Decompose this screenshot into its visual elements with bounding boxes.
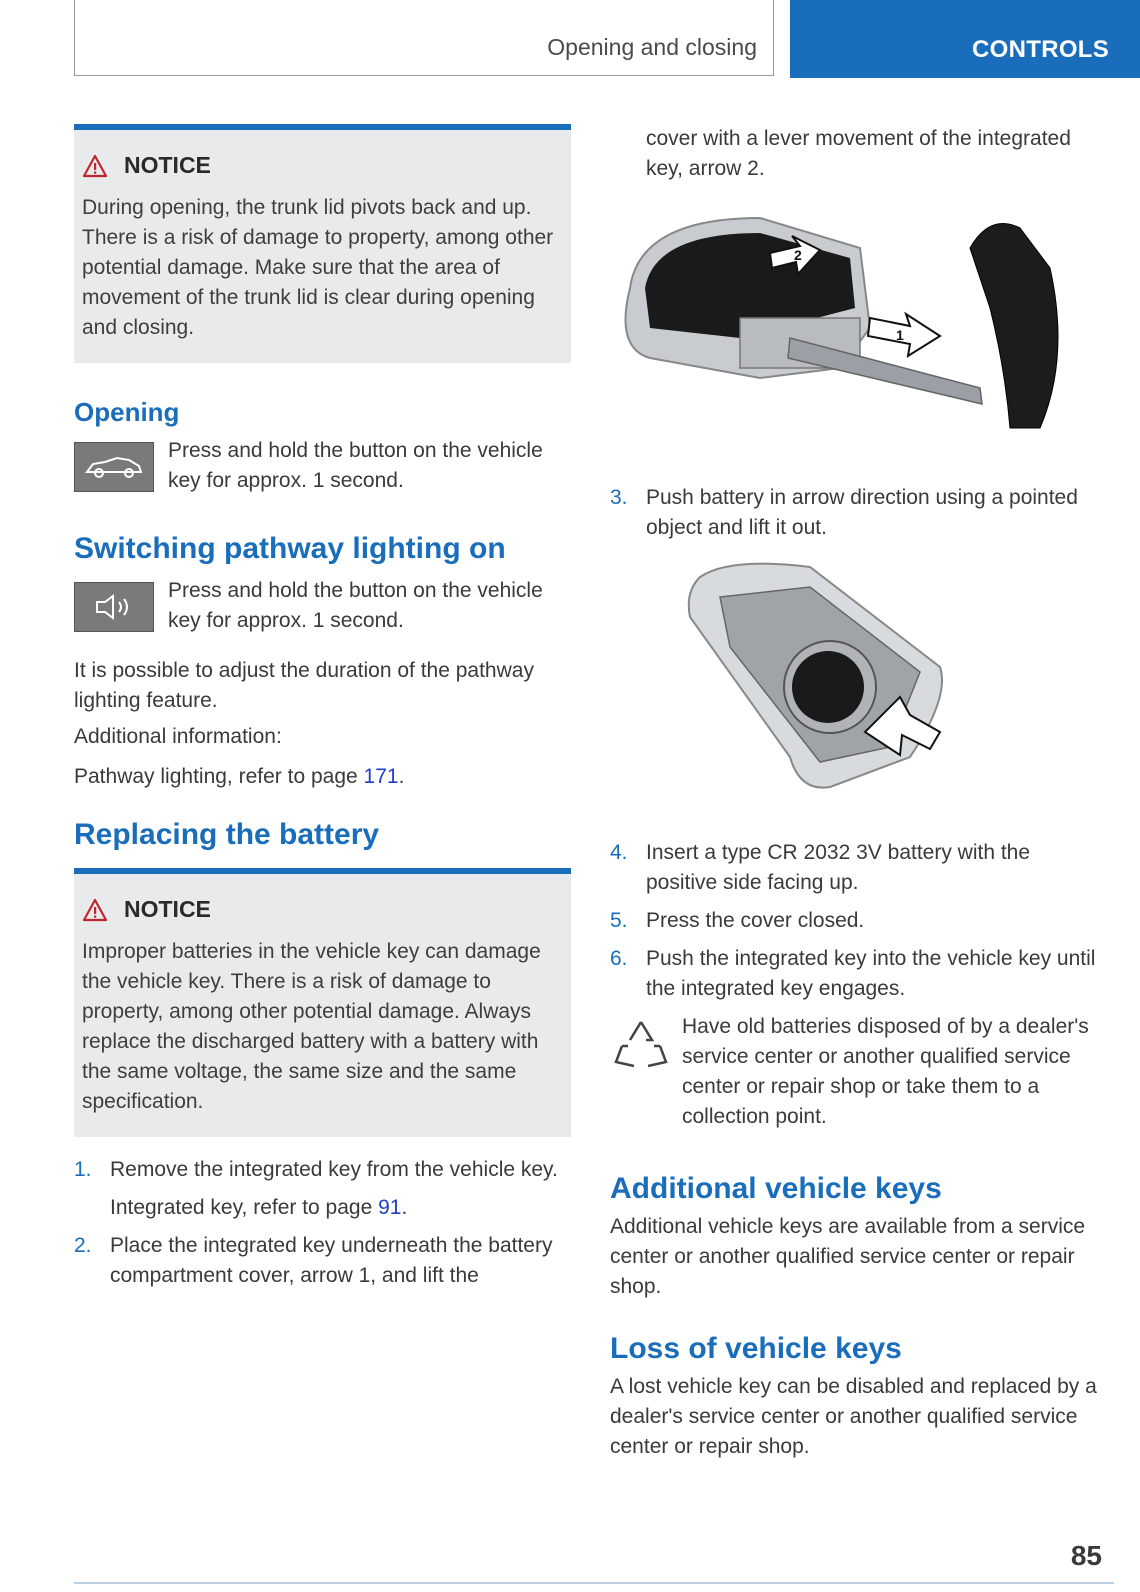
left-column [74,124,571,1299]
header-section-title: Opening and closing [547,34,757,60]
trunk-button-icon [74,442,154,492]
header-chapter-title: CONTROLS [972,36,1110,63]
pathway-additional-label: Additional information: [74,725,282,748]
right-column [610,124,1100,1462]
header-chapter-tab [790,0,1140,78]
step-sub-reference: Integrated key, refer to page 91. [110,1196,408,1219]
opening-instruction [74,436,571,496]
battery-steps-right-a [610,483,1100,543]
heading-pathway-lighting: Switching pathway lighting on [74,532,506,565]
page-link-171[interactable]: 171 [363,765,399,788]
notice-title: NOTICE [82,152,561,179]
heading-additional-keys: Additional vehicle keys [610,1172,942,1205]
loss-of-keys-text: A lost vehicle key can be disabled and replaced by a dealer's service center or another qualified service center or repair shop. [610,1375,1097,1458]
heading-opening: Opening [74,397,180,427]
notice-box-battery [74,868,571,1137]
notice-text: Improper batteries in the vehicle key can damage the vehicle key. There is a risk of damage to property, among other potential damage. Always replace the discharged battery with a battery with the same voltage, the same size and the same specification. [82,940,541,1113]
header-section-box [74,0,774,76]
page-number: 85 [1070,1540,1102,1571]
list-item: 5. Press the cover closed. [610,909,865,932]
opening-text: Press and hold the button on the vehicle key for approx. 1 second. [168,439,543,492]
warning-triangle-icon [82,154,108,178]
list-item: 1. Remove the integrated key from the vehicle key. Integrated key, refer to page 91. [74,1155,571,1223]
heading-replacing-battery: Replacing the battery [74,818,380,851]
pathway-text: Press and hold the button on the vehicle key for approx. 1 second. [168,579,543,632]
warning-triangle-icon [82,898,108,922]
footer-rule [74,1582,1114,1584]
illustration-battery-removal [610,557,1070,807]
recycle-text: Have old batteries disposed of by a dealer's service center or another qualified service center or repair shop or take them to a collection point. [682,1015,1089,1128]
pathway-adjust-text: It is possible to adjust the duration of the pathway lighting feature. [74,659,534,712]
notice-text: During opening, the trunk lid pivots back and up. There is a risk of damage to property, among other potential damage. Make sure that the area of movement of the trunk lid is clear during opening and closing. [82,196,554,339]
list-item: 6. Push the integrated key into the vehicle key until the integrated key engages. [610,947,1096,1000]
recycle-note [610,1012,1100,1132]
list-item: 3. Push battery in arrow direction using a pointed object and lift it out. [610,486,1078,539]
light-button-icon [74,582,154,632]
battery-steps-right-b [610,838,1100,1004]
illustration-key-cover-lever [610,208,1070,458]
arrow-2-label: 2 [794,247,802,263]
battery-steps-left [74,1155,571,1291]
step-2-continuation: cover with a lever movement of the integrated key, arrow 2. [646,127,1071,180]
page-link-91[interactable]: 91 [378,1196,402,1219]
recycle-icon [610,1016,672,1078]
arrow-1-label: 1 [896,327,904,343]
pathway-reference: Pathway lighting, refer to page 171. [74,765,405,788]
notice-box-trunk [74,124,571,363]
list-item: 4. Insert a type CR 2032 3V battery with the positive side facing up. [610,841,1031,894]
list-item: 2. Place the integrated key underneath the battery compartment cover, arrow 1, and lift the [74,1234,553,1287]
heading-loss-of-keys: Loss of vehicle keys [610,1332,902,1365]
additional-keys-text: Additional vehicle keys are available from a service center or another qualified service center or repair shop. [610,1215,1086,1298]
notice-title: NOTICE [82,896,561,923]
pathway-instruction [74,576,571,636]
